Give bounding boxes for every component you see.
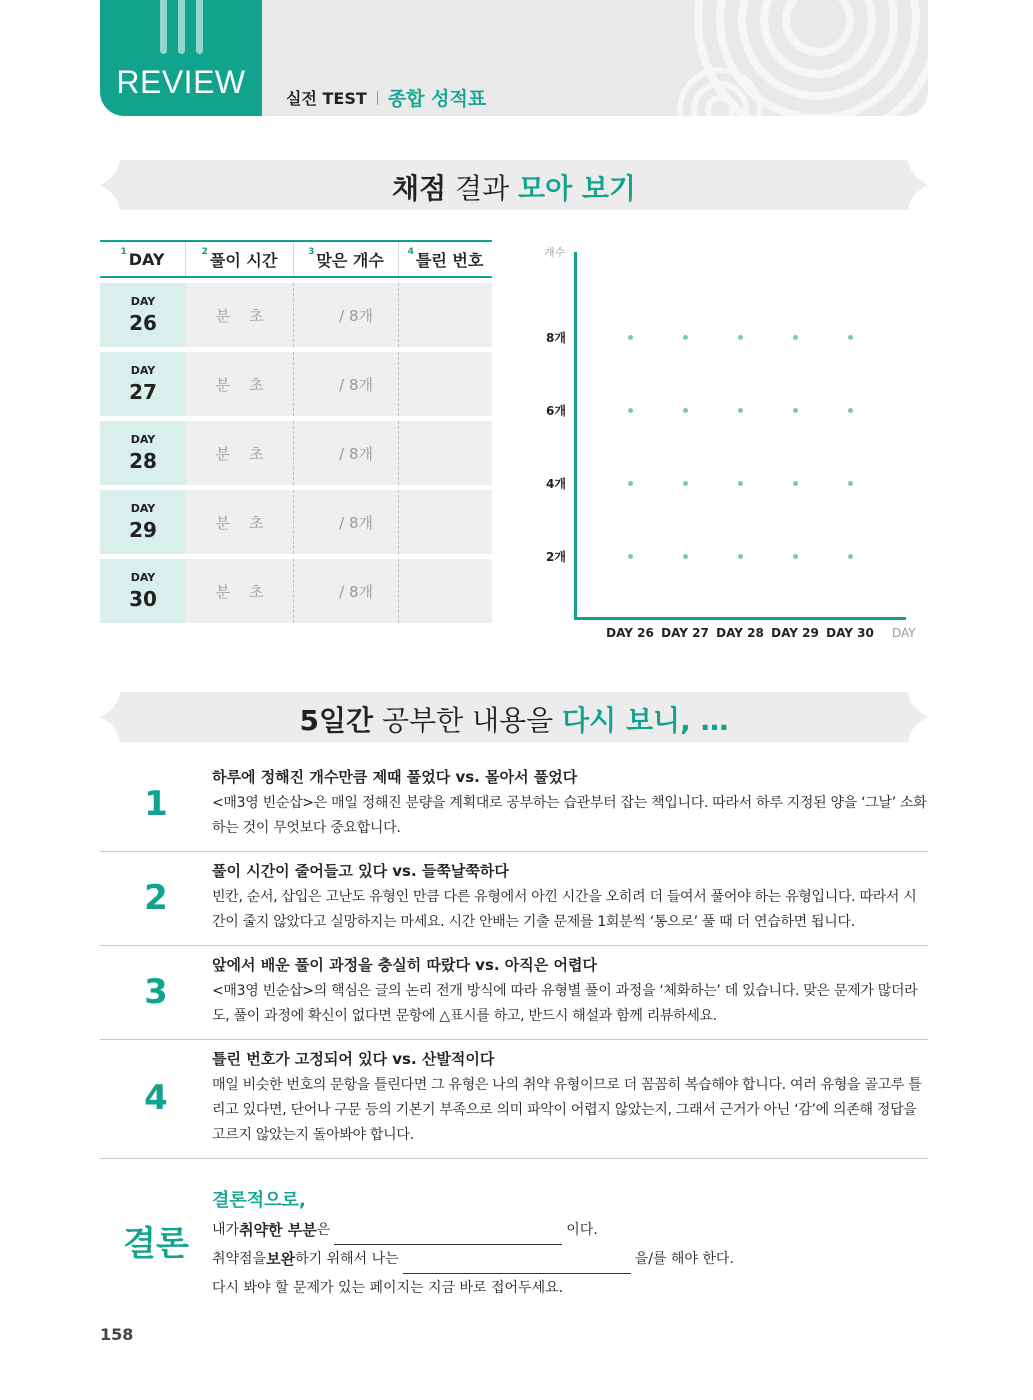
section-banner-results: [100, 160, 928, 210]
wrong-numbers-cell[interactable]: [399, 421, 492, 485]
item-title: 풀이 시간이 줄어들고 있다 vs. 들쭉날쭉하다: [212, 862, 509, 880]
grid-dot: [738, 335, 743, 340]
conclusion-section: [100, 1180, 928, 1300]
concentric-circles-decoration-small: [670, 60, 770, 116]
grid-dot: [848, 408, 853, 413]
day-label: DAY: [130, 433, 156, 446]
grid-dot: [793, 554, 798, 559]
score-table: [100, 240, 492, 620]
score-label: / 8개: [339, 514, 373, 532]
y-tick-label: 6개: [546, 404, 566, 418]
correct-cell[interactable]: [294, 490, 399, 554]
correct-cell[interactable]: [294, 352, 399, 416]
improvement-blank[interactable]: [403, 1256, 631, 1274]
minute-label: 분: [215, 514, 230, 532]
review-badge: [100, 0, 262, 116]
header-correct: $^3$ 맞은 개수: [294, 242, 399, 276]
grid-dot: [683, 554, 688, 559]
review-item: [100, 758, 928, 852]
conclusion-body: [212, 1180, 928, 1300]
item-number: 4: [144, 1078, 168, 1118]
item-text: 빈칸, 순서, 삽입은 고난도 유형인 만큼 다른 유형에서 아낀 시간을 오히려 더 들여서 풀어야 하는 유형입니다. 따라서 시간이 줄지 않았다고 실망하지는 마세요. 시간 안배는 기출 문제를 1회분씩 ‘통으로’ 풀 때 더 연습하면 됩니다.: [212, 889, 917, 930]
day-number: 28: [129, 449, 157, 473]
time-cell[interactable]: [186, 352, 294, 416]
section-label: 실전 TEST: [286, 89, 367, 108]
conclusion-title: 결론적으로,: [212, 1190, 306, 1211]
correct-cell[interactable]: [294, 421, 399, 485]
day-cell: [100, 421, 186, 485]
grid-dot: [628, 335, 633, 340]
review-item: [100, 1040, 928, 1159]
table-body: [100, 283, 492, 623]
y-tick-label: 8개: [546, 331, 566, 345]
x-tick-label: DAY 27: [661, 626, 709, 640]
item-title: 앞에서 배운 풀이 과정을 충실히 따랐다 vs. 아직은 어렵다: [212, 956, 597, 974]
item-body: [212, 860, 928, 935]
y-axis: [574, 252, 577, 620]
grid-dot: [738, 481, 743, 486]
table-row: [100, 559, 492, 623]
divider: [377, 91, 378, 105]
day-label: DAY: [130, 502, 156, 515]
second-label: 초: [249, 445, 264, 463]
review-label: REVIEW: [116, 64, 246, 100]
second-label: 초: [249, 583, 264, 601]
day-number: 30: [129, 587, 157, 611]
day-label: DAY: [130, 364, 156, 377]
banner-title: 채점 결과 모아 보기: [392, 172, 636, 205]
score-label: / 8개: [339, 583, 373, 601]
grid-dot: [738, 554, 743, 559]
header-day: $^1$ DAY: [100, 242, 186, 276]
day-cell: [100, 352, 186, 416]
section-banner-review: [100, 692, 928, 742]
x-tick-label: DAY 29: [771, 626, 819, 640]
item-number: 3: [144, 971, 168, 1012]
day-number: 27: [129, 380, 157, 404]
item-title: 틀린 번호가 고정되어 있다 vs. 산발적이다: [212, 1050, 495, 1068]
y-tick-label: 4개: [546, 477, 566, 491]
second-label: 초: [249, 514, 264, 532]
page-header: [100, 0, 928, 116]
item-text: <매3영 빈순삽>은 매일 정해진 분량을 계획대로 공부하는 습관부터 잡는 책입니다. 따라서 하루 지정된 양을 ‘그날’ 소화하는 것이 무엇보다 중요합니다.: [212, 795, 927, 836]
correct-cell[interactable]: [294, 559, 399, 623]
item-title: 하루에 정해진 개수만큼 제때 풀었다 vs. 몰아서 풀었다: [212, 768, 578, 786]
grid-dot: [628, 408, 633, 413]
wrong-numbers-cell[interactable]: [399, 490, 492, 554]
grid-dot: [793, 481, 798, 486]
grid-dot: [793, 408, 798, 413]
banner-title: 5일간 공부한 내용을 다시 보니, …: [299, 704, 729, 737]
conclusion-line-1: 내가 취약한 부분 은 이다.: [212, 1216, 928, 1245]
time-cell[interactable]: [186, 421, 294, 485]
item-body: [212, 954, 928, 1029]
item-text: <매3영 빈순삽>의 핵심은 글의 논리 전개 방식에 따라 유형별 풀이 과정을 ‘체화하는’ 데 있습니다. 맞은 문제가 많더라도, 풀이 과정에 확신이 없다면 문항에 △표시를 하고, 반드시 해설과 함께 리뷰하세요.: [212, 983, 918, 1024]
wrong-numbers-cell[interactable]: [399, 283, 492, 347]
grid-dot: [738, 408, 743, 413]
grid-dot: [628, 554, 633, 559]
wrong-numbers-cell[interactable]: [399, 559, 492, 623]
time-cell[interactable]: [186, 559, 294, 623]
grid-dot: [848, 554, 853, 559]
page-title: 종합 성적표: [387, 88, 487, 110]
minute-label: 분: [215, 376, 230, 394]
minute-label: 분: [215, 307, 230, 325]
table-header: [100, 242, 492, 278]
second-label: 초: [249, 376, 264, 394]
page-number: 158: [100, 1325, 134, 1344]
conclusion-line-3: 다시 봐야 할 문제가 있는 페이지는 지금 바로 접어두세요.: [212, 1280, 564, 1296]
y-tick-label: 2개: [546, 550, 566, 564]
grid-dot: [683, 408, 688, 413]
item-number: 2: [144, 877, 168, 918]
review-item: [100, 946, 928, 1040]
item-body: [212, 766, 928, 841]
day-label: DAY: [130, 295, 156, 308]
conclusion-label: 결론: [123, 1223, 189, 1264]
wrong-numbers-cell[interactable]: [399, 352, 492, 416]
x-tick-label: DAY 28: [716, 626, 764, 640]
day-number: 26: [129, 311, 157, 335]
score-label: / 8개: [339, 445, 373, 463]
minute-label: 분: [215, 583, 230, 601]
day-label: DAY: [130, 571, 156, 584]
time-cell[interactable]: [186, 283, 294, 347]
table-row: [100, 283, 492, 347]
score-chart: [530, 240, 930, 650]
grid-dot: [683, 335, 688, 340]
minute-label: 분: [215, 445, 230, 463]
score-label: / 8개: [339, 307, 373, 325]
correct-cell[interactable]: [294, 283, 399, 347]
day-number: 29: [129, 518, 157, 542]
review-items: [100, 758, 928, 1159]
day-cell: [100, 283, 186, 347]
grid-dot: [628, 481, 633, 486]
item-number: 1: [144, 783, 168, 824]
table-row: [100, 490, 492, 554]
grid-dot: [848, 481, 853, 486]
score-label: / 8개: [339, 376, 373, 394]
grid-dot: [683, 481, 688, 486]
x-axis: [574, 617, 906, 620]
header-wrong: $^4$ 틀린 번호: [407, 247, 484, 270]
review-item: [100, 852, 928, 946]
review-bars-decoration: [160, 0, 204, 54]
header-subtitle: [286, 84, 486, 111]
header-time: $^2$ 풀이 시간: [186, 242, 294, 276]
day-cell: [100, 559, 186, 623]
table-row: [100, 421, 492, 485]
conclusion-line-2: 취약점을 보완 하기 위해서 나는 을/를 해야 한다.: [212, 1245, 928, 1274]
table-row: [100, 352, 492, 416]
second-label: 초: [249, 307, 264, 325]
item-body: [212, 1048, 928, 1148]
x-tick-label: DAY 30: [826, 626, 874, 640]
y-axis-title: 개수: [544, 246, 566, 259]
time-cell[interactable]: [186, 490, 294, 554]
grid-dot: [793, 335, 798, 340]
x-tick-label: DAY 26: [606, 626, 654, 640]
day-cell: [100, 490, 186, 554]
x-axis-title: DAY: [892, 626, 916, 640]
weakness-blank[interactable]: [334, 1227, 562, 1245]
item-text: 매일 비슷한 번호의 문항을 틀린다면 그 유형은 나의 취약 유형이므로 더 꼼꼼히 복습해야 합니다. 여러 유형을 골고루 틀리고 있다면, 단어나 구문 등의 기본기 부족으로 의미 파악이 어렵지 않았는지, 그래서 근거가 아닌 ‘감’에 의존해 정답을 고르지 않았는지 돌아봐야 합니다.: [212, 1077, 922, 1143]
grid-dot: [848, 335, 853, 340]
